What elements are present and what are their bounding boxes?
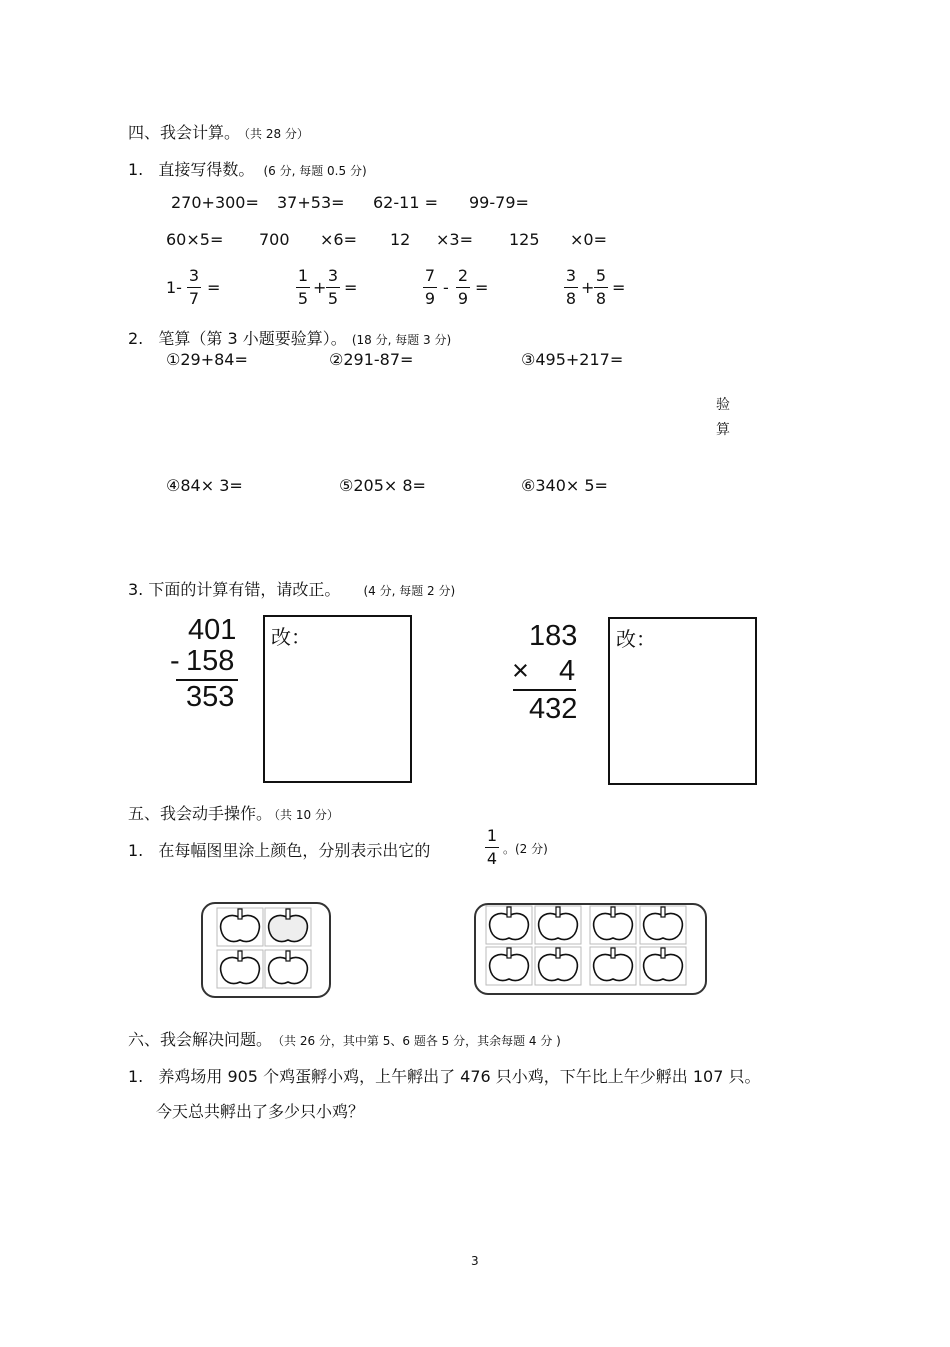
oral-calc-6b: ×6= <box>320 230 357 249</box>
apple-icon <box>265 950 311 988</box>
calc1-bottom: 158 <box>186 645 235 677</box>
fix-label: 改： <box>271 625 311 649</box>
section4-title: 四、我会计算。 （共 28 分） <box>128 123 309 142</box>
minus: - <box>443 278 449 297</box>
apple-icon <box>535 906 581 944</box>
apple-icon <box>640 947 686 985</box>
written-calc-6: ⑥340× 5= <box>521 476 608 495</box>
plus: + <box>581 278 595 297</box>
fix-label: 改： <box>616 627 656 651</box>
q2-heading: 2. 笔算（第 3 小题要验算）。 (18 分, 每题 3 分) <box>128 329 452 348</box>
s5-q1-heading: 1. 在每幅图里涂上颜色，分别表示出它的 <box>128 841 431 860</box>
fraction: 3 8 <box>565 266 577 308</box>
s6-q1-line2: 今天总共孵出了多少只小鸡？ <box>156 1102 365 1121</box>
oral-calc-1: 270+300= <box>171 193 259 212</box>
calc2-result: 432 <box>529 693 578 725</box>
oral-calc-6a: 700 <box>259 230 290 249</box>
check-label-1: 验 <box>716 397 730 413</box>
apple-icon <box>640 906 686 944</box>
calc1-top: 401 <box>188 614 237 646</box>
q3-heading: 3. 下面的计算有错，请改正。 (4 分, 每题 2 分) <box>128 580 456 599</box>
equals: = <box>475 278 489 297</box>
oral-calc-8b: ×0= <box>570 230 607 249</box>
oral-calc-3: 62-11 = <box>373 193 438 212</box>
s6-q1-line1: 1. 养鸡场用 905 个鸡蛋孵小鸡，上午孵出了 476 只小鸡，下午比上午少孵出 107 只。 <box>128 1067 761 1086</box>
section6-title: 六、我会解决问题。 （共 26 分，其中第 5、6 题各 5 分，其余每题 4 分 ) <box>128 1030 561 1049</box>
frac-prefix: 1- <box>166 278 182 297</box>
oral-calc-7a: 12 <box>390 230 411 249</box>
check-label-2: 算 <box>716 422 730 438</box>
section5-title: 五、我会动手操作。 （共 10 分） <box>128 804 339 823</box>
s5-points: 。(2 分) <box>503 842 548 856</box>
written-calc-2: ②291-87= <box>329 350 414 369</box>
oral-calc-5: 60×5= <box>166 230 224 249</box>
calc1-result: 353 <box>186 681 235 713</box>
fraction: 5 8 <box>595 266 607 308</box>
equals: = <box>612 278 626 297</box>
equals: = <box>207 278 221 297</box>
apple-icon <box>590 906 636 944</box>
calc2-bottom: 4 <box>559 655 576 687</box>
fraction: 7 9 <box>424 266 436 308</box>
apple-icon <box>265 908 311 946</box>
apple-icon <box>535 947 581 985</box>
written-calc-4: ④84× 3= <box>166 476 243 495</box>
fraction: 3 5 <box>327 266 339 308</box>
written-calc-5: ⑤205× 8= <box>339 476 426 495</box>
calc1-op: - <box>170 645 180 677</box>
written-calc-3: ③495+217= <box>521 350 624 369</box>
oral-calc-4: 99-79= <box>469 193 529 212</box>
fraction: 3 7 <box>188 266 200 308</box>
apple-icon <box>217 908 263 946</box>
oral-calc-2: 37+53= <box>277 193 345 212</box>
oral-calc-7b: ×3= <box>436 230 473 249</box>
fraction: 2 9 <box>457 266 469 308</box>
plus: + <box>313 278 327 297</box>
page-number: 3 <box>471 1254 479 1268</box>
apple-icon <box>486 906 532 944</box>
fraction-one-quarter: 1 4 <box>486 826 498 868</box>
fraction: 1 5 <box>297 266 309 308</box>
equals: = <box>344 278 358 297</box>
calc2-top: 183 <box>529 620 578 652</box>
oral-calc-8a: 125 <box>509 230 540 249</box>
calc2-op: × <box>512 655 529 687</box>
q1-heading: 1. 直接写得数。 (6 分, 每题 0.5 分) <box>128 160 367 179</box>
apple-icon <box>217 950 263 988</box>
apple-icon <box>590 947 636 985</box>
written-calc-1: ①29+84= <box>166 350 248 369</box>
apple-icon <box>486 947 532 985</box>
